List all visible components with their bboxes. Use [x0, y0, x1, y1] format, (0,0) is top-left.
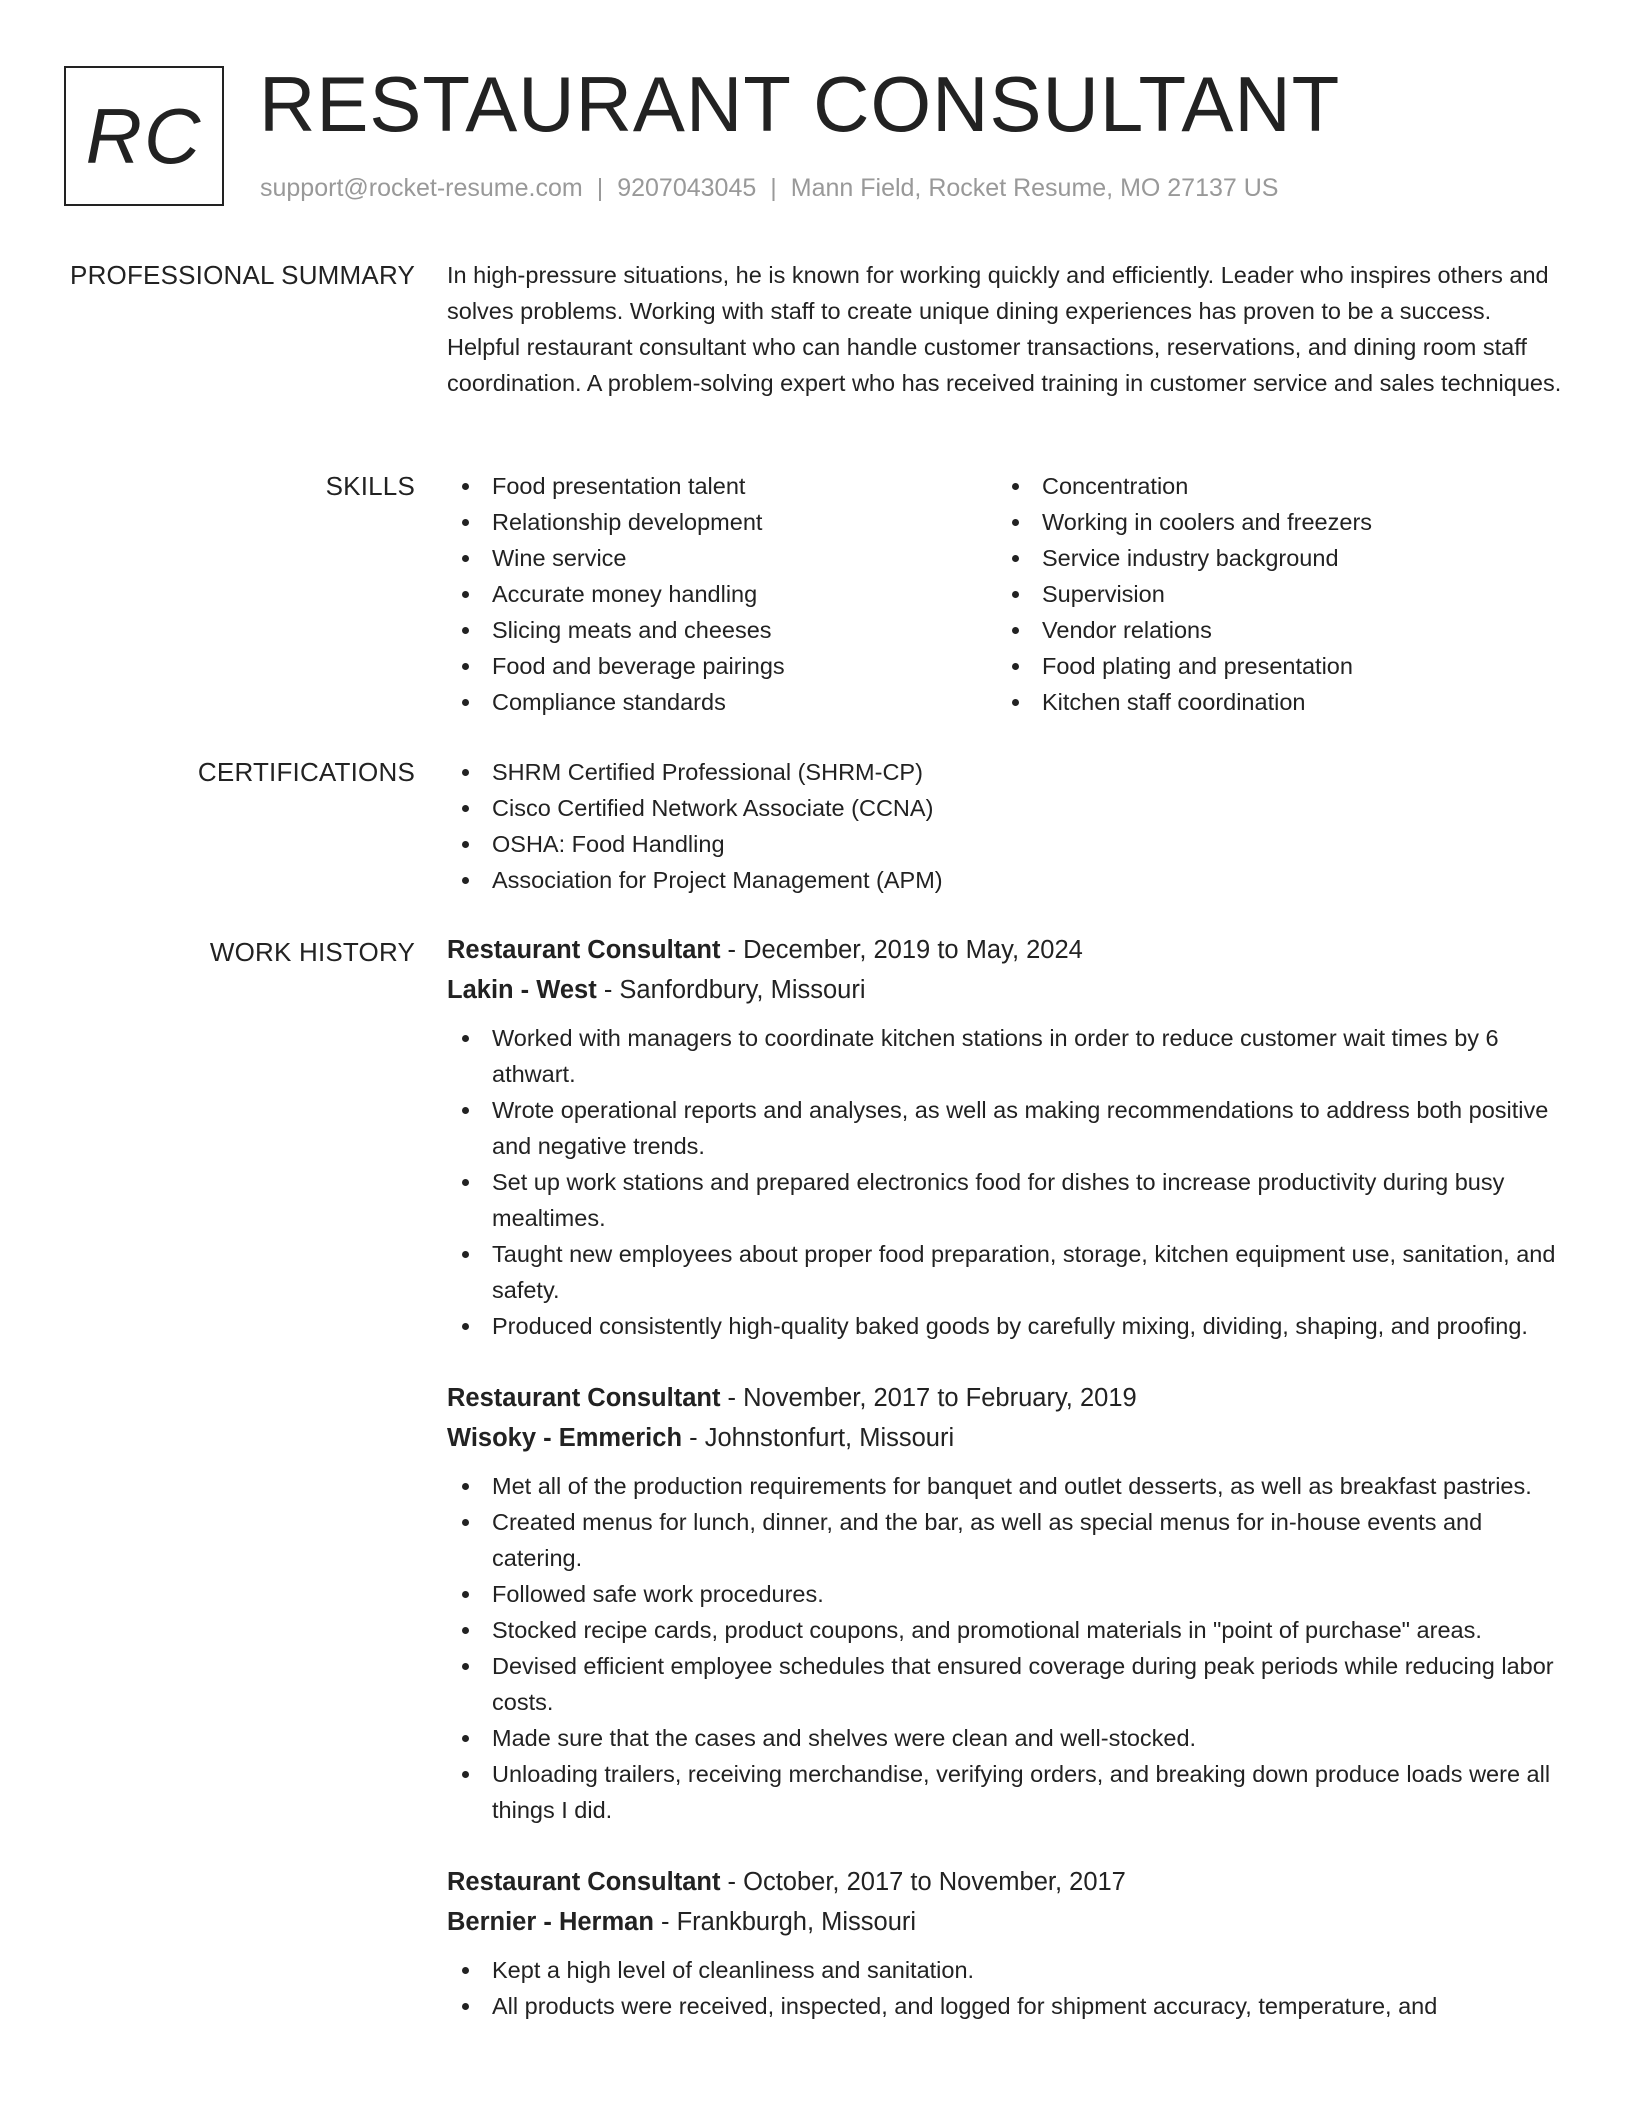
job-bullets [447, 1468, 1567, 1828]
job-title: Restaurant Consultant [447, 936, 721, 964]
skill-item: Food and beverage pairings [447, 648, 997, 684]
job-company-line [447, 1418, 1567, 1458]
skill-item: Vendor relations [997, 612, 1547, 648]
job-bullet: Followed safe work procedures. [447, 1576, 1567, 1612]
job-bullet: Stocked recipe cards, product coupons, and promotional materials in "point of purchase" areas. [447, 1612, 1567, 1648]
skills-heading: SKILLS [325, 471, 415, 501]
job-entry [447, 930, 1567, 1344]
monogram-logo: RC [64, 66, 224, 206]
summary-heading: PROFESSIONAL SUMMARY [70, 260, 415, 290]
job-bullet: Set up work stations and prepared electronics food for dishes to increase productivity during busy mealtimes. [447, 1164, 1567, 1236]
job-title-line [447, 1378, 1567, 1418]
job-location: - Johnstonfurt, Missouri [682, 1424, 955, 1452]
job-dates: - December, 2019 to May, 2024 [720, 936, 1083, 964]
certifications-heading: CERTIFICATIONS [197, 757, 415, 787]
contact-email: support@rocket-resume.com [260, 174, 583, 202]
certification-item: Cisco Certified Network Associate (CCNA) [447, 790, 1567, 826]
job-entry [447, 1378, 1567, 1828]
job-title: Restaurant Consultant [447, 1384, 721, 1412]
certifications-list [447, 754, 1567, 898]
certifications-body [447, 754, 1567, 898]
skills-list-right [997, 468, 1547, 720]
skill-item: Accurate money handling [447, 576, 997, 612]
skill-item: Compliance standards [447, 684, 997, 720]
contact-separator: | [596, 174, 604, 202]
job-dates: - November, 2017 to February, 2019 [720, 1384, 1137, 1412]
job-dates: - October, 2017 to November, 2017 [720, 1868, 1126, 1896]
job-bullets [447, 1020, 1567, 1344]
job-bullet: Met all of the production requirements for banquet and outlet desserts, as well as breakfast pastries. [447, 1468, 1567, 1504]
skill-item: Relationship development [447, 504, 997, 540]
job-bullet: Devised efficient employee schedules that ensured coverage during peak periods while reducing labor costs. [447, 1648, 1567, 1720]
job-entry [447, 1862, 1567, 2024]
job-company-line [447, 970, 1567, 1010]
work-history-body [447, 930, 1567, 2058]
job-title: Restaurant Consultant [447, 1868, 721, 1896]
contact-line [260, 174, 1278, 203]
resume-header [64, 60, 1564, 210]
certification-item: SHRM Certified Professional (SHRM-CP) [447, 754, 1567, 790]
contact-phone: 9207043045 [617, 174, 757, 202]
skill-item: Food presentation talent [447, 468, 997, 504]
job-location: - Sanfordbury, Missouri [596, 976, 866, 1004]
skill-item: Working in coolers and freezers [997, 504, 1547, 540]
job-bullet: Made sure that the cases and shelves were clean and well-stocked. [447, 1720, 1567, 1756]
work-history-heading: WORK HISTORY [209, 937, 415, 967]
job-bullet: Taught new employees about proper food preparation, storage, kitchen equipment use, sanitation, and safety. [447, 1236, 1567, 1308]
job-company: Wisoky - Emmerich [447, 1424, 683, 1452]
skill-item: Slicing meats and cheeses [447, 612, 997, 648]
skills-list-left [447, 468, 997, 720]
job-bullet: Unloading trailers, receiving merchandise, verifying orders, and breaking down produce loads were all things I did. [447, 1756, 1567, 1828]
skills-columns [447, 468, 1567, 720]
job-bullet: Kept a high level of cleanliness and sanitation. [447, 1952, 1567, 1988]
job-bullet: Worked with managers to coordinate kitchen stations in order to reduce customer wait times by 6 athwart. [447, 1020, 1567, 1092]
skill-item: Concentration [997, 468, 1547, 504]
contact-address: Mann Field, Rocket Resume, MO 27137 US [790, 174, 1279, 202]
job-bullet: Wrote operational reports and analyses, as well as making recommendations to address both positive and negative trends. [447, 1092, 1567, 1164]
contact-separator: | [770, 174, 777, 202]
job-title-line [447, 930, 1567, 970]
job-location: - Frankburgh, Missouri [653, 1908, 917, 1936]
certification-item: Association for Project Management (APM) [447, 862, 1567, 898]
skill-item: Food plating and presentation [997, 648, 1547, 684]
summary-text: In high-pressure situations, he is known for working quickly and efficiently. Leader who inspires others and solves problems. Working with staff to create unique dining experiences has proven to be a success. Helpful restaurant consultant who can handle customer transactions, reservations, and dining room staff coordination. A problem-solving expert who has received training in customer service and sales techniques. [447, 262, 1562, 396]
certification-item: OSHA: Food Handling [447, 826, 1567, 862]
job-bullet: Created menus for lunch, dinner, and the bar, as well as special menus for in-house events and catering. [447, 1504, 1567, 1576]
skill-item: Wine service [447, 540, 997, 576]
skill-item: Service industry background [997, 540, 1547, 576]
skill-item: Kitchen staff coordination [997, 684, 1547, 720]
job-bullet: Produced consistently high-quality baked goods by carefully mixing, dividing, shaping, and proofing. [447, 1308, 1567, 1344]
job-company: Lakin - West [447, 976, 597, 1004]
job-company-line [447, 1902, 1567, 1942]
job-bullets [447, 1952, 1567, 2024]
candidate-name: RESTAURANT CONSULTANT [259, 60, 1341, 148]
skill-item: Supervision [997, 576, 1547, 612]
job-company: Bernier - Herman [447, 1908, 654, 1936]
job-bullet: All products were received, inspected, and logged for shipment accuracy, temperature, and [447, 1988, 1567, 2024]
job-title-line [447, 1862, 1567, 1902]
